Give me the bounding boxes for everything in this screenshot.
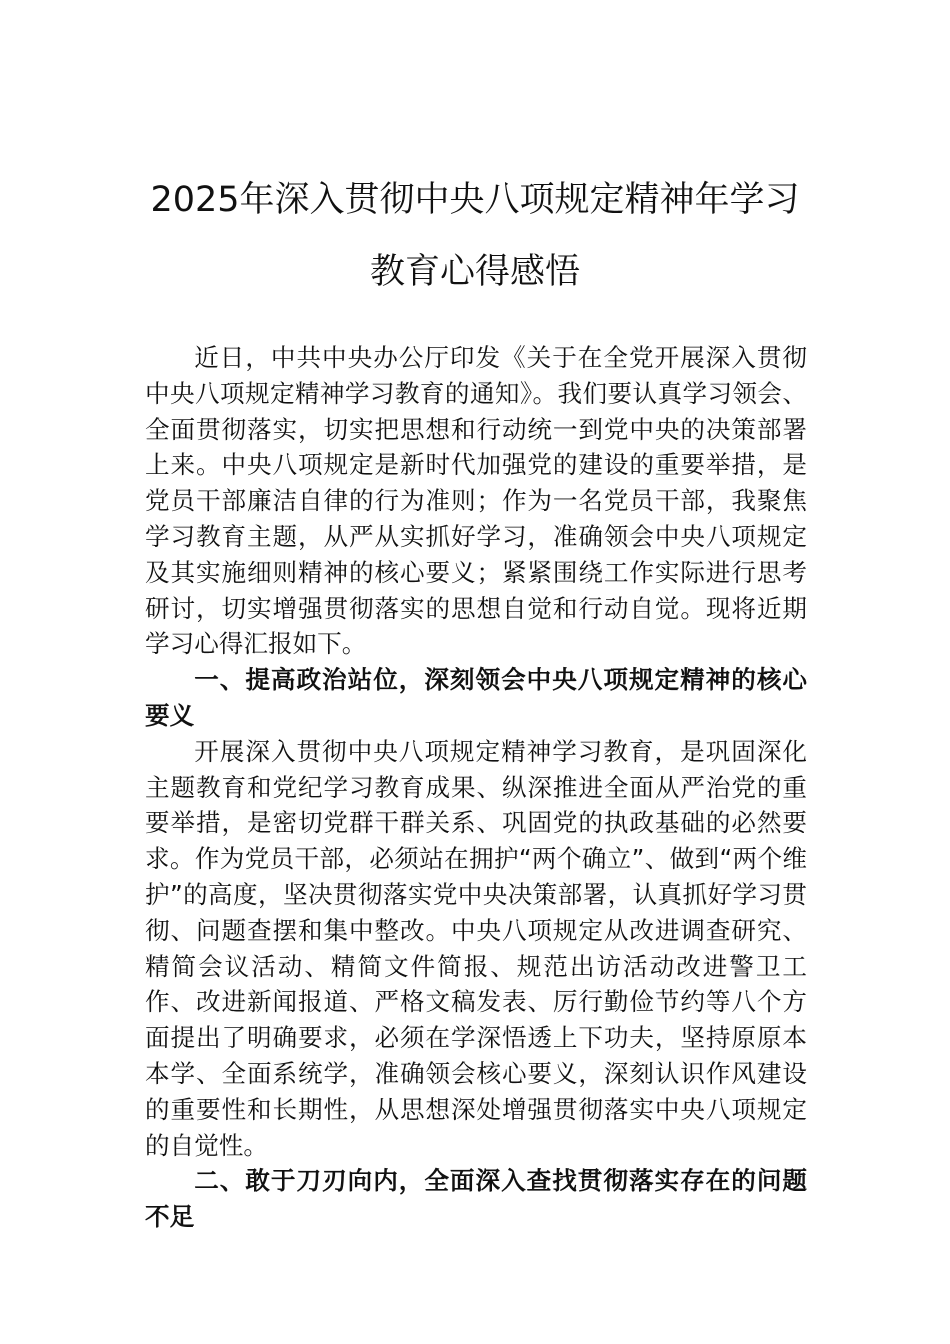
section-heading-2: 二、敢于刀刃向内，全面深入查找贯彻落实存在的问题不足 bbox=[145, 1166, 807, 1232]
document-body bbox=[145, 340, 807, 1235]
section-heading-1: 一、提高政治站位，深刻领会中央八项规定精神的核心要义 bbox=[145, 665, 807, 730]
section-1-paragraph: 开展深入贯彻中央八项规定精神学习教育，是巩固深化主题教育和党纪学习教育成果、纵深推进全面从严治党的重要举措，是密切党群干群关系、巩固党的执政基础的必然要求。作为党员干部，必须站在拥护“两个确立”、做到“两个维护”的高度，坚决贯彻落实党中央决策部署，认真抓好学习贯彻、问题查摆和集中整改。中央八项规定从改进调查研究、精简会议活动、精简文件简报、规范出访活动改进警卫工作、改进新闻报道、严格文稿发表、厉行勤俭节约等八个方面提出了明确要求，必须在学深悟透上下功夫，坚持原原本本学、全面系统学，准确领会核心要义，深刻认识作风建设的重要性和长期性，从思想深处增强贯彻落实中央八项规定的自觉性。 bbox=[145, 736, 807, 1160]
document-title-line-2: 教育心得感悟 bbox=[369, 252, 580, 292]
document-title-line-1: 2025年深入贯彻中央八项规定精神年学习 bbox=[150, 180, 800, 220]
intro-paragraph: 近日，中共中央办公厅印发《关于在全党开展深入贯彻中央八项规定精神学习教育的通知》。我们要认真学习领会、全面贯彻落实，切实把思想和行动统一到党中央的决策部署上来。中央八项规定是新时代加强党的建设的重要举措，是党员干部廉洁自律的行为准则；作为一名党员干部，我聚焦学习教育主题，从严从实抓好学习，准确领会中央八项规定及其实施细则精神的核心要义；紧紧围绕工作实际进行思考研讨，切实增强贯彻落实的思想自觉和行动自觉。现将近期学习心得汇报如下。 bbox=[145, 343, 807, 659]
